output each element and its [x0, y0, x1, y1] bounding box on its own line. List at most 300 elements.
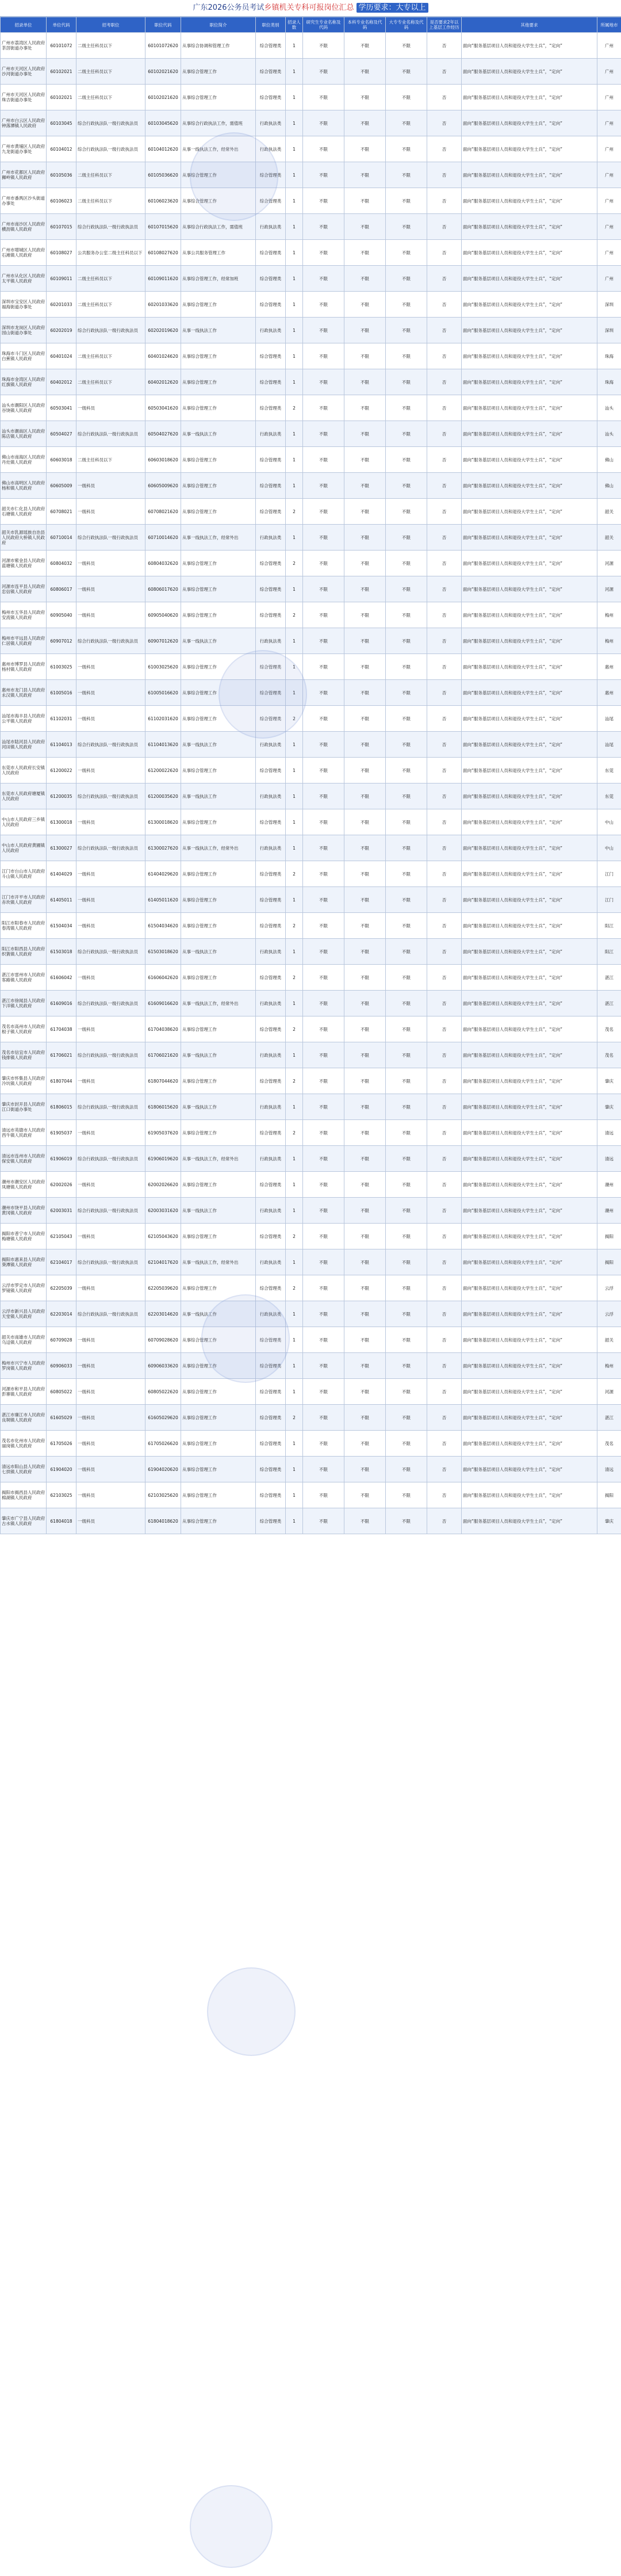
table-cell: 一级科员 [76, 1405, 145, 1431]
table-cell: 61609016620 [145, 991, 181, 1016]
table-cell: 综合管理类 [256, 447, 286, 473]
table-cell: 综合管理类 [256, 162, 286, 188]
table-cell: 不限 [386, 214, 427, 240]
table-row [1, 421, 621, 447]
table-cell: 一级科员 [76, 706, 145, 732]
table-cell: 2 [286, 602, 303, 628]
table-cell: 行政执法类 [256, 1042, 286, 1068]
table-cell: 佛山 [597, 473, 621, 499]
table-cell: 综合管理类 [256, 1275, 286, 1301]
table-cell: 1 [286, 1198, 303, 1224]
table-cell: 不限 [344, 965, 386, 991]
table-cell: 61807044620 [145, 1068, 181, 1094]
table-cell: 不限 [386, 680, 427, 706]
table-cell: 61404029 [47, 861, 76, 887]
table-cell: 1 [286, 1353, 303, 1379]
table-cell: 不限 [344, 318, 386, 343]
table-row [1, 525, 621, 551]
table-cell: 综合管理类 [256, 1353, 286, 1379]
table-cell: 从事综合管理工作 [181, 1457, 256, 1482]
table-cell: 不限 [344, 395, 386, 421]
table-cell: 行政执法类 [256, 1146, 286, 1172]
table-cell: 从事综合管理工作 [181, 1353, 256, 1379]
table-cell: 1 [286, 939, 303, 965]
column-header: 大专专业名称及代码 [386, 17, 427, 33]
table-cell: 面向“服务基层项目人员和退役大学生士兵”，“定向” [462, 1482, 597, 1508]
table-cell: 否 [427, 473, 462, 499]
table-cell: 二级主任科员以下 [76, 33, 145, 59]
table-cell: 不限 [344, 343, 386, 369]
table-cell: 61706021620 [145, 1042, 181, 1068]
column-header: 单位代码 [47, 17, 76, 33]
table-cell: 从事一线执法工作，经常外出 [181, 136, 256, 162]
table-cell: 不限 [344, 654, 386, 680]
table-cell: 否 [427, 1094, 462, 1120]
table-cell: 肇庆市广宁县人民政府古水镇人民政府 [1, 1508, 47, 1534]
table-cell: 从事综合管理工作 [181, 1016, 256, 1042]
table-cell: 不限 [303, 110, 344, 136]
table-cell: 否 [427, 887, 462, 913]
table-cell: 行政执法类 [256, 1301, 286, 1327]
table-cell: 60905040620 [145, 602, 181, 628]
table-cell: 不限 [303, 1249, 344, 1275]
table-row [1, 835, 621, 861]
table-cell: 从事综合管理工作 [181, 1120, 256, 1146]
table-cell: 从事综合管理工作 [181, 1327, 256, 1353]
table-cell: 综合管理类 [256, 240, 286, 266]
table-row [1, 1172, 621, 1198]
table-cell: 否 [427, 1353, 462, 1379]
table-cell: 1 [286, 473, 303, 499]
table-cell: 从事综合管理工作 [181, 1431, 256, 1457]
table-cell: 云浮 [597, 1301, 621, 1327]
table-cell: 汕尾市陆河县人民政府河田镇人民政府 [1, 732, 47, 758]
table-cell: 综合管理类 [256, 551, 286, 576]
table-row [1, 1508, 621, 1534]
table-cell: 60102021 [47, 85, 76, 110]
table-cell: 61503018620 [145, 939, 181, 965]
table-cell: 中山市人民政府三乡镇人民政府 [1, 809, 47, 835]
table-cell: 中山 [597, 835, 621, 861]
table-cell: 面向“服务基层项目人员和退役大学生士兵”，“定向” [462, 1379, 597, 1405]
table-cell: 梅州市五华县人民政府安流镇人民政府 [1, 602, 47, 628]
table-cell: 综合管理类 [256, 1405, 286, 1431]
table-cell: 2 [286, 1405, 303, 1431]
table-cell: 不限 [303, 939, 344, 965]
table-cell: 否 [427, 1457, 462, 1482]
table-cell: 1 [286, 292, 303, 318]
table-row [1, 1301, 621, 1327]
watermark-badge [190, 2485, 273, 2568]
table-cell: 否 [427, 188, 462, 214]
table-cell: 60402012 [47, 369, 76, 395]
table-cell: 一级科员 [76, 1353, 145, 1379]
table-cell: 不限 [303, 188, 344, 214]
table-cell: 61102031 [47, 706, 76, 732]
table-cell: 2 [286, 1224, 303, 1249]
table-cell: 60202019 [47, 318, 76, 343]
table-cell: 面向“服务基层项目人员和退役大学生士兵”，“定向” [462, 1094, 597, 1120]
table-cell: 否 [427, 395, 462, 421]
table-cell: 不限 [344, 551, 386, 576]
table-row [1, 732, 621, 758]
table-cell: 不限 [344, 499, 386, 525]
table-cell: 肇庆 [597, 1094, 621, 1120]
table-cell: 否 [427, 1042, 462, 1068]
table-cell: 广州市天河区人民政府沙河街道办事处 [1, 59, 47, 85]
table-cell: 综合管理类 [256, 680, 286, 706]
table-cell: 60906033 [47, 1353, 76, 1379]
table-cell: 不限 [386, 654, 427, 680]
table-cell: 茂名 [597, 1016, 621, 1042]
table-cell: 面向“服务基层项目人员和退役大学生士兵”，“定向” [462, 33, 597, 59]
table-row [1, 861, 621, 887]
title-highlight: 乡镇机关专科可报岗位汇总 [264, 3, 354, 12]
table-cell: 不限 [344, 1172, 386, 1198]
table-cell: 1 [286, 1327, 303, 1353]
table-row [1, 913, 621, 939]
table-row [1, 85, 621, 110]
table-cell: 一级科员 [76, 551, 145, 576]
table-cell: 韶关 [597, 1327, 621, 1353]
table-row [1, 447, 621, 473]
table-cell: 一级科员 [76, 395, 145, 421]
table-cell: 不限 [386, 525, 427, 551]
table-row [1, 1224, 621, 1249]
table-cell: 从事一线执法工作，经常外出 [181, 1146, 256, 1172]
table-cell: 不限 [386, 706, 427, 732]
table-cell: 1 [286, 1094, 303, 1120]
table-cell: 面向“服务基层项目人员和退役大学生士兵”，“定向” [462, 292, 597, 318]
table-cell: 否 [427, 1508, 462, 1534]
table-cell: 62003031 [47, 1198, 76, 1224]
table-cell: 不限 [386, 1172, 427, 1198]
table-cell: 61704038620 [145, 1016, 181, 1042]
table-cell: 60710014 [47, 525, 76, 551]
table-cell: 60708021620 [145, 499, 181, 525]
table-cell: 肇庆 [597, 1068, 621, 1094]
table-cell: 综合行政执法队一级行政执法员 [76, 783, 145, 809]
table-cell: 1 [286, 1042, 303, 1068]
table-cell: 不限 [303, 732, 344, 758]
table-cell: 60503041620 [145, 395, 181, 421]
table-cell: 不限 [303, 1327, 344, 1353]
table-cell: 否 [427, 835, 462, 861]
table-cell: 从事一线执法工作 [181, 1198, 256, 1224]
table-cell: 61300018620 [145, 809, 181, 835]
table-cell: 否 [427, 33, 462, 59]
table-cell: 一级科员 [76, 1068, 145, 1094]
table-cell: 不限 [386, 939, 427, 965]
table-cell: 面向“服务基层项目人员和退役大学生士兵”，“定向” [462, 214, 597, 240]
table-cell: 行政执法类 [256, 1198, 286, 1224]
table-cell: 否 [427, 240, 462, 266]
table-cell: 不限 [303, 318, 344, 343]
table-cell: 60109011620 [145, 266, 181, 292]
table-cell: 1 [286, 887, 303, 913]
table-cell: 清远 [597, 1120, 621, 1146]
table-cell: 面向“服务基层项目人员和退役大学生士兵”，“定向” [462, 188, 597, 214]
table-cell: 汕头市潮阳区人民政府谷饶镇人民政府 [1, 395, 47, 421]
table-cell: 肇庆市怀集县人民政府冷坑镇人民政府 [1, 1068, 47, 1094]
table-cell: 1 [286, 1146, 303, 1172]
table-cell: 不限 [344, 136, 386, 162]
table-cell: 广州市荔湾区人民政府茶滘街道办事处 [1, 33, 47, 59]
table-cell: 否 [427, 1068, 462, 1094]
table-cell: 河源市连平县人民政府忠信镇人民政府 [1, 576, 47, 602]
table-cell: 60605009 [47, 473, 76, 499]
table-cell: 不限 [386, 395, 427, 421]
table-cell: 面向“服务基层项目人员和退役大学生士兵”，“定向” [462, 59, 597, 85]
table-cell: 二级主任科员以下 [76, 447, 145, 473]
table-cell: 深圳市龙岗区人民政府园山街道办事处 [1, 318, 47, 343]
table-cell: 不限 [303, 59, 344, 85]
table-cell: 1 [286, 525, 303, 551]
table-cell: 面向“服务基层项目人员和退役大学生士兵”，“定向” [462, 991, 597, 1016]
table-cell: 否 [427, 318, 462, 343]
table-cell: 不限 [344, 240, 386, 266]
table-cell: 一级科员 [76, 1224, 145, 1249]
table-cell: 62103025 [47, 1482, 76, 1508]
table-cell: 不限 [386, 783, 427, 809]
table-cell: 综合管理类 [256, 1016, 286, 1042]
table-row [1, 551, 621, 576]
table-cell: 湛江 [597, 965, 621, 991]
table-cell: 一级科员 [76, 1275, 145, 1301]
table-cell: 1 [286, 1249, 303, 1275]
table-cell: 从事综合管理工作 [181, 1275, 256, 1301]
table-cell: 面向“服务基层项目人员和退役大学生士兵”，“定向” [462, 1224, 597, 1249]
table-cell: 河源 [597, 1379, 621, 1405]
table-cell: 不限 [303, 525, 344, 551]
table-cell: 东莞 [597, 783, 621, 809]
table-cell: 不限 [386, 499, 427, 525]
table-cell: 从事一线执法工作 [181, 318, 256, 343]
table-cell: 从事综合管理工作 [181, 188, 256, 214]
table-cell: 否 [427, 369, 462, 395]
table-cell: 不限 [303, 1146, 344, 1172]
table-cell: 珠海 [597, 369, 621, 395]
table-cell: 综合管理类 [256, 861, 286, 887]
table-cell: 河源市紫金县人民政府蓝塘镇人民政府 [1, 551, 47, 576]
table-cell: 否 [427, 1275, 462, 1301]
table-cell: 茂名市化州市人民政府丽岗镇人民政府 [1, 1431, 47, 1457]
table-cell: 不限 [386, 1249, 427, 1275]
table-cell: 汕头市潮南区人民政府陈店镇人民政府 [1, 421, 47, 447]
table-cell: 否 [427, 1301, 462, 1327]
table-cell: 不限 [344, 1146, 386, 1172]
table-cell: 综合行政执法队一级行政执法员 [76, 421, 145, 447]
table-cell: 汕头 [597, 421, 621, 447]
table-cell: 61003025 [47, 654, 76, 680]
table-cell: 综合行政执法队一级行政执法员 [76, 1198, 145, 1224]
table-cell: 汕头 [597, 395, 621, 421]
table-cell: 面向“服务基层项目人员和退役大学生士兵”，“定向” [462, 1327, 597, 1353]
table-cell: 否 [427, 292, 462, 318]
table-cell: 62203014620 [145, 1301, 181, 1327]
table-cell: 一级科员 [76, 1379, 145, 1405]
table-cell: 不限 [386, 551, 427, 576]
table-cell: 面向“服务基层项目人员和退役大学生士兵”，“定向” [462, 240, 597, 266]
table-row [1, 499, 621, 525]
table-row [1, 576, 621, 602]
table-cell: 梅州市兴宁市人民政府罗岗镇人民政府 [1, 1353, 47, 1379]
table-cell: 不限 [303, 551, 344, 576]
table-cell: 61606042620 [145, 965, 181, 991]
table-cell: 一级科员 [76, 602, 145, 628]
table-cell: 揭阳市揭西县人民政府棉湖镇人民政府 [1, 1482, 47, 1508]
table-cell: 从事综合管理工作 [181, 369, 256, 395]
table-cell: 不限 [386, 758, 427, 783]
table-cell: 珠海 [597, 343, 621, 369]
table-cell: 1 [286, 758, 303, 783]
table-cell: 61807044 [47, 1068, 76, 1094]
table-cell: 河源 [597, 551, 621, 576]
table-cell: 61504034 [47, 913, 76, 939]
table-row [1, 1068, 621, 1094]
table-cell: 面向“服务基层项目人员和退役大学生士兵”，“定向” [462, 706, 597, 732]
table-cell: 2 [286, 1016, 303, 1042]
table-cell: 1 [286, 85, 303, 110]
table-cell: 60201033 [47, 292, 76, 318]
table-cell: 1 [286, 343, 303, 369]
table-cell: 否 [427, 1198, 462, 1224]
title-tag: 学历要求：大专以上 [356, 3, 428, 13]
table-cell: 不限 [344, 292, 386, 318]
table-cell: 1 [286, 188, 303, 214]
table-cell: 综合管理类 [256, 266, 286, 292]
table-cell: 面向“服务基层项目人员和退役大学生士兵”，“定向” [462, 654, 597, 680]
table-cell: 从事综合管理工作 [181, 1379, 256, 1405]
table-cell: 佛山市南海区人民政府丹灶镇人民政府 [1, 447, 47, 473]
table-cell: 62104017620 [145, 1249, 181, 1275]
table-cell: 否 [427, 758, 462, 783]
table-cell: 62002026 [47, 1172, 76, 1198]
table-cell: 清远市阳山县人民政府七拱镇人民政府 [1, 1457, 47, 1482]
table-cell: 60805022 [47, 1379, 76, 1405]
table-cell: 不限 [303, 1405, 344, 1431]
table-cell: 61104013 [47, 732, 76, 758]
table-cell: 否 [427, 447, 462, 473]
table-cell: 不限 [344, 1301, 386, 1327]
table-cell: 不限 [344, 1224, 386, 1249]
table-cell: 不限 [386, 85, 427, 110]
table-cell: 不限 [344, 1482, 386, 1508]
table-cell: 茂名市信宜市人民政府钱排镇人民政府 [1, 1042, 47, 1068]
table-cell: 揭阳 [597, 1224, 621, 1249]
table-cell: 面向“服务基层项目人员和退役大学生士兵”，“定向” [462, 1068, 597, 1094]
table-row [1, 188, 621, 214]
table-row [1, 318, 621, 343]
table-row [1, 1198, 621, 1224]
table-cell: 面向“服务基层项目人员和退役大学生士兵”，“定向” [462, 525, 597, 551]
table-cell: 面向“服务基层项目人员和退役大学生士兵”，“定向” [462, 809, 597, 835]
table-cell: 面向“服务基层项目人员和退役大学生士兵”，“定向” [462, 602, 597, 628]
table-cell: 面向“服务基层项目人员和退役大学生士兵”，“定向” [462, 913, 597, 939]
table-cell: 否 [427, 266, 462, 292]
table-cell: 综合行政执法队一级行政执法员 [76, 318, 145, 343]
column-header: 所属地市 [597, 17, 621, 33]
table-cell: 61005016 [47, 680, 76, 706]
table-cell: 不限 [303, 33, 344, 59]
table-cell: 行政执法类 [256, 991, 286, 1016]
table-cell: 不限 [344, 1249, 386, 1275]
table-cell: 不限 [386, 732, 427, 758]
table-cell: 面向“服务基层项目人员和退役大学生士兵”，“定向” [462, 136, 597, 162]
table-cell: 不限 [344, 188, 386, 214]
table-cell: 江门 [597, 887, 621, 913]
table-cell: 62105043620 [145, 1224, 181, 1249]
table-cell: 从事综合管理工作 [181, 473, 256, 499]
table-cell: 综合行政执法队一级行政执法员 [76, 1301, 145, 1327]
table-cell: 1 [286, 576, 303, 602]
table-cell: 否 [427, 1249, 462, 1275]
table-cell: 不限 [303, 1120, 344, 1146]
table-cell: 综合行政执法队一级行政执法员 [76, 525, 145, 551]
table-row [1, 809, 621, 835]
table-cell: 否 [427, 525, 462, 551]
table-cell: 从事综合管理工作 [181, 861, 256, 887]
table-cell: 面向“服务基层项目人员和退役大学生士兵”，“定向” [462, 1431, 597, 1457]
table-row [1, 706, 621, 732]
table-cell: 面向“服务基层项目人员和退役大学生士兵”，“定向” [462, 1301, 597, 1327]
table-cell: 梅州 [597, 1353, 621, 1379]
table-cell: 综合行政执法队一级行政执法员 [76, 991, 145, 1016]
table-cell: 面向“服务基层项目人员和退役大学生士兵”，“定向” [462, 499, 597, 525]
table-cell: 60107015620 [145, 214, 181, 240]
table-cell: 不限 [386, 162, 427, 188]
table-cell: 不限 [303, 1016, 344, 1042]
table-cell: 清远 [597, 1146, 621, 1172]
table-cell: 2 [286, 1275, 303, 1301]
table-cell: 2 [286, 551, 303, 576]
table-cell: 从事综合管理工作 [181, 292, 256, 318]
table-cell: 不限 [386, 240, 427, 266]
table-cell: 1 [286, 991, 303, 1016]
watermark-badge [218, 650, 307, 739]
table-cell: 从事一线执法工作，经常外出 [181, 991, 256, 1016]
table-cell: 不限 [344, 732, 386, 758]
table-cell: 面向“服务基层项目人员和退役大学生士兵”，“定向” [462, 1508, 597, 1534]
table-cell: 综合行政执法队一级行政执法员 [76, 136, 145, 162]
column-header: 职位类别 [256, 17, 286, 33]
table-cell: 从事综合管理工作 [181, 1508, 256, 1534]
table-cell: 梅州 [597, 628, 621, 654]
table-cell: 不限 [386, 59, 427, 85]
table-cell: 面向“服务基层项目人员和退役大学生士兵”，“定向” [462, 1198, 597, 1224]
table-cell: 二级主任科员以下 [76, 369, 145, 395]
table-cell: 面向“服务基层项目人员和退役大学生士兵”，“定向” [462, 369, 597, 395]
table-cell: 云浮市罗定市人民政府罗镜镇人民政府 [1, 1275, 47, 1301]
table-cell: 行政执法类 [256, 136, 286, 162]
table-cell: 60202019620 [145, 318, 181, 343]
table-cell: 不限 [386, 292, 427, 318]
table-cell: 一级科员 [76, 1172, 145, 1198]
table-cell: 清远 [597, 1457, 621, 1482]
table-cell: 否 [427, 654, 462, 680]
table-cell: 深圳 [597, 318, 621, 343]
table-cell: 61300018 [47, 809, 76, 835]
table-cell: 60109011 [47, 266, 76, 292]
table-cell: 1 [286, 33, 303, 59]
table-row [1, 654, 621, 680]
table-cell: 60102021620 [145, 59, 181, 85]
table-cell: 否 [427, 1172, 462, 1198]
table-cell: 综合管理类 [256, 33, 286, 59]
table-cell: 2 [286, 861, 303, 887]
table-row [1, 1405, 621, 1431]
table-cell: 不限 [303, 913, 344, 939]
